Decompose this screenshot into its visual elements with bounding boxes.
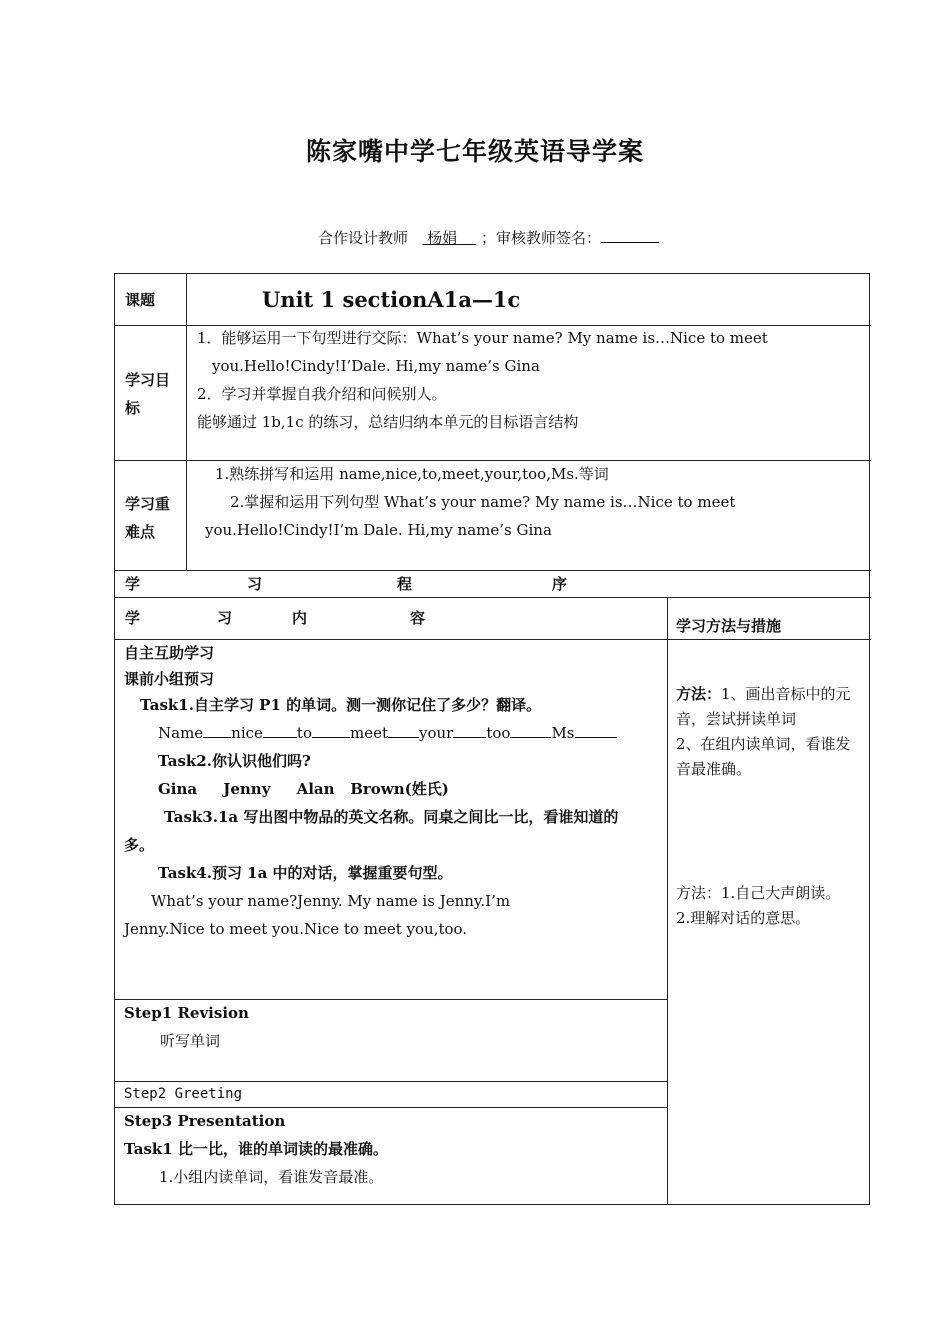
lesson-table: 课题 Unit 1 sectionA1a—1c 学习目 标 1．能够运用一下句型进行交际：What’s your name? My name is…Nice to meet you.Hello!Cindy!I’Dale. Hi,my name’s Gina 2．学习并掌握自我介绍和问候别人。 能够通过 1b,1c 的练习，总结归纳本单元的目标语言结构 学习重 难点 1.熟练拼写和运用 name,nice,to,meet,your,too,Ms.等词 2.掌握和运用下列句型 What’s your name? My name is…Nice to meet you.Hello!Cindy!I’m Dale. Hi,my name’s Gina 学 习 程 序 学 习 内 容 学习方法与措施 自主互助学习 课前小组预习 Task1.自主学习 P1 的单词。测一测你记住了多少？翻译。 Name nice to meet your too Ms Task2.你认识他们吗? Gina Jenny Alan Brown(姓氏) Task3.1a 写出图中物品的英文名称。同桌之间比一比，看谁知道的 多。 Task4.预习 1a 中的对话，掌握重要句型。 What’s your name?Jenny. My name is Jenny.I’m Jenny.Nice to meet you.Nice to meet you,too. 方法：1、画出音标中的元 音，尝试拼读单词 2、在组内读单词，看谁发 音最准确。 方法：1.自己大声朗读。 2.理解对话的意思。 Step1 Revision 听写单词 Step2 Greeting Step3 Presentation Task1 比一比，谁的单词读的最准确。 1.小组内读单词，看谁发音最准。 [114,273,870,1205]
goal-line: 1．能够运用一下句型进行交际：What’s your name? My name is…Nice to meet [197,329,768,347]
task1: Task1.自主学习 P1 的单词。测一测你记住了多少？翻译。 [140,696,542,714]
task3-continued: 多。 [124,836,155,854]
method-header: 学习方法与措施 [676,617,782,635]
step3-task1: Task1 比一比，谁的单词读的最准确。 [124,1140,388,1158]
step3-title: Step3 Presentation [124,1112,286,1130]
goal-line: you.Hello!Cindy!I’Dale. Hi,my name’s Gina [212,357,540,375]
dialogue-line: What’s your name?Jenny. My name is Jenny.I’m [151,892,511,910]
key-point-line: 1.熟练拼写和运用 name,nice,to,meet,your,too,Ms.等词 [215,465,609,483]
goal-line: 能够通过 1b,1c 的练习，总结归纳本单元的目标语言结构 [197,413,579,431]
method-1: 方法：1、画出音标中的元 音，尝试拼读单词 2、在组内读单词，看谁发 音最准确。 [676,685,851,778]
key-point-line: 2.掌握和运用下列句型 What’s your name? My name is…Nice to meet [230,493,736,511]
goals-label: 学习目 标 [125,371,171,417]
topic-value: Unit 1 sectionA1a—1c [262,287,521,312]
step2-title: Step2 Greeting [124,1086,243,1102]
task1-words: Name nice to meet your too Ms [124,719,664,747]
page-title: 陈家嘴中学七年级英语导学案 [305,137,644,166]
signature-blank [601,228,659,243]
task4: Task4.预习 1a 中的对话，掌握重要句型。 [158,864,453,882]
step1-item: 听写单词 [160,1032,221,1050]
key-points-label: 学习重 难点 [125,495,171,541]
method-2: 方法：1.自己大声朗读。 2.理解对话的意思。 [676,884,841,927]
key-point-line: you.Hello!Cindy!I’m Dale. Hi,my name’s Gina [205,521,552,539]
task2-names: Gina Jenny Alan Brown(姓氏) [158,780,449,798]
key-points-list [205,460,735,544]
task3: Task3.1a 写出图中物品的英文名称。同桌之间比一比，看谁知道的 [164,808,619,826]
goal-line: 2．学习并掌握自我介绍和问候别人。 [197,385,447,403]
topic-label: 课题 [125,291,156,309]
self-study-title: 自主互助学习 [124,644,215,662]
dialogue-line: Jenny.Nice to meet you.Nice to meet you,too. [124,920,468,938]
self-study-block [124,639,664,943]
step3-block [124,1107,388,1191]
header-line [318,227,659,248]
step3-item: 1.小组内读单词，看谁发音最准。 [159,1168,384,1186]
step1-block [124,999,249,1055]
step1-title: Step1 Revision [124,1004,249,1022]
reviewer-label: ；审核教师签名： [480,229,601,247]
designer-name: 杨娟 [427,229,458,247]
preview-title: 课前小组预习 [124,670,215,688]
designer-label: 合作设计教师 [318,229,409,247]
task2: Task2.你认识他们吗? [158,752,311,770]
goals-list [197,324,768,436]
